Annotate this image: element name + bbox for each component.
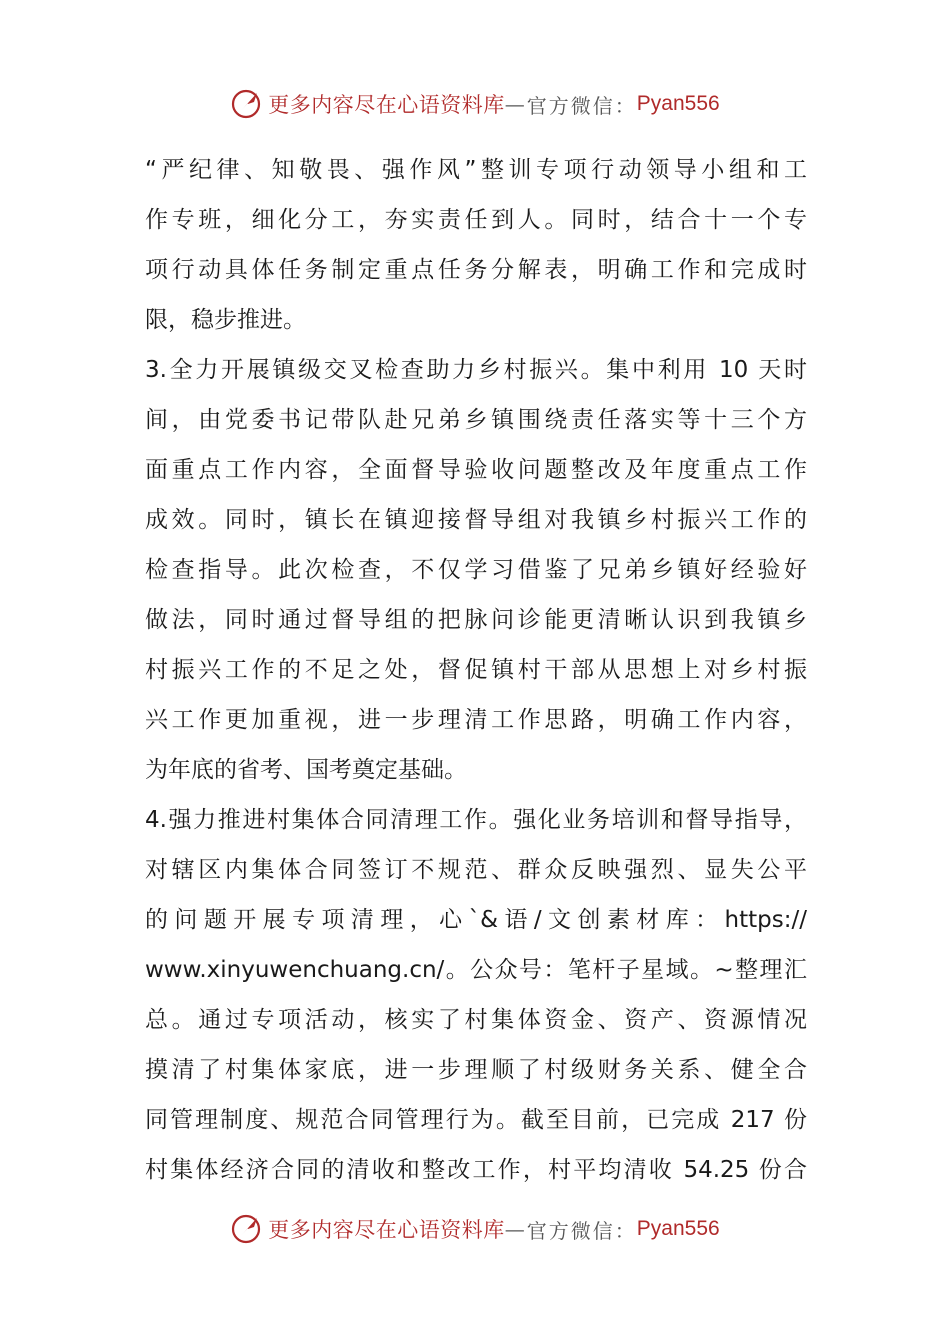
body-line: “严纪律、知敬畏、强作风”整训专项行动领导小组和工 — [145, 157, 807, 183]
body-line: 同管理制度、规范合同管理行为。截至目前，已完成 217 份 — [145, 1107, 807, 1133]
quill-logo-icon — [230, 1212, 264, 1246]
body-line: 3.全力开展镇级交叉检查助力乡村振兴。集中利用 10 天时 — [145, 357, 807, 383]
body-line: 成效。同时，镇长在镇迎接督导组对我镇乡村振兴工作的 — [145, 507, 807, 533]
header-wechat-id: Pyan556 — [636, 92, 720, 115]
body-line: www.xinyuwenchuang.cn/。公众号：笔杆子星域。~整理汇 — [145, 957, 807, 983]
body-line: 面重点工作内容，全面督导验收问题整改及年度重点工作 — [145, 457, 807, 483]
body-line: 摸清了村集体家底，进一步理顺了村级财务关系、健全合 — [145, 1057, 807, 1083]
body-line: 作专班，细化分工，夯实责任到人。同时，结合十一个专 — [145, 207, 807, 233]
body-line: 项行动具体任务制定重点任务分解表，明确工作和完成时 — [145, 257, 807, 283]
body-line: 对辖区内集体合同签订不规范、群众反映强烈、显失公平 — [145, 857, 807, 883]
footer-separator: — — [504, 1217, 527, 1241]
footer-wechat-id: Pyan556 — [636, 1217, 720, 1240]
body-line: 总。通过专项活动，核实了村集体资金、资产、资源情况 — [145, 1007, 807, 1033]
header-official-label: 官方微信： — [526, 93, 637, 118]
quill-logo-icon — [230, 87, 264, 121]
body-line: 限，稳步推进。 — [145, 307, 306, 333]
footer-official-label: 官方微信： — [526, 1218, 637, 1243]
body-line: 为年底的省考、国考奠定基础。 — [145, 757, 467, 783]
body-line: 4.强力推进村集体合同清理工作。强化业务培训和督导指导， — [145, 807, 807, 833]
body-line: 村振兴工作的不足之处，督促镇村干部从思想上对乡村振 — [145, 657, 807, 683]
body-line: 兴工作更加重视，进一步理清工作思路，明确工作内容， — [145, 707, 807, 733]
header-watermark — [0, 84, 950, 124]
document-body — [145, 145, 807, 1195]
footer-brand-text: 更多内容尽在心语资料库 — [268, 1218, 505, 1242]
body-line: 村集体经济合同的清收和整改工作，村平均清收 54.25 份合 — [145, 1157, 807, 1183]
header-brand-text: 更多内容尽在心语资料库 — [268, 93, 505, 117]
body-line: 检查指导。此次检查，不仅学习借鉴了兄弟乡镇好经验好 — [145, 557, 807, 583]
body-line: 间，由党委书记带队赴兄弟乡镇围绕责任落实等十三个方 — [145, 407, 807, 433]
body-line: 做法，同时通过督导组的把脉问诊能更清晰认识到我镇乡 — [145, 607, 807, 633]
header-separator: — — [504, 92, 527, 116]
footer-watermark — [0, 1209, 950, 1249]
body-line: 的问题开展专项清理，心`&语/文创素材库：https:// — [145, 907, 807, 933]
